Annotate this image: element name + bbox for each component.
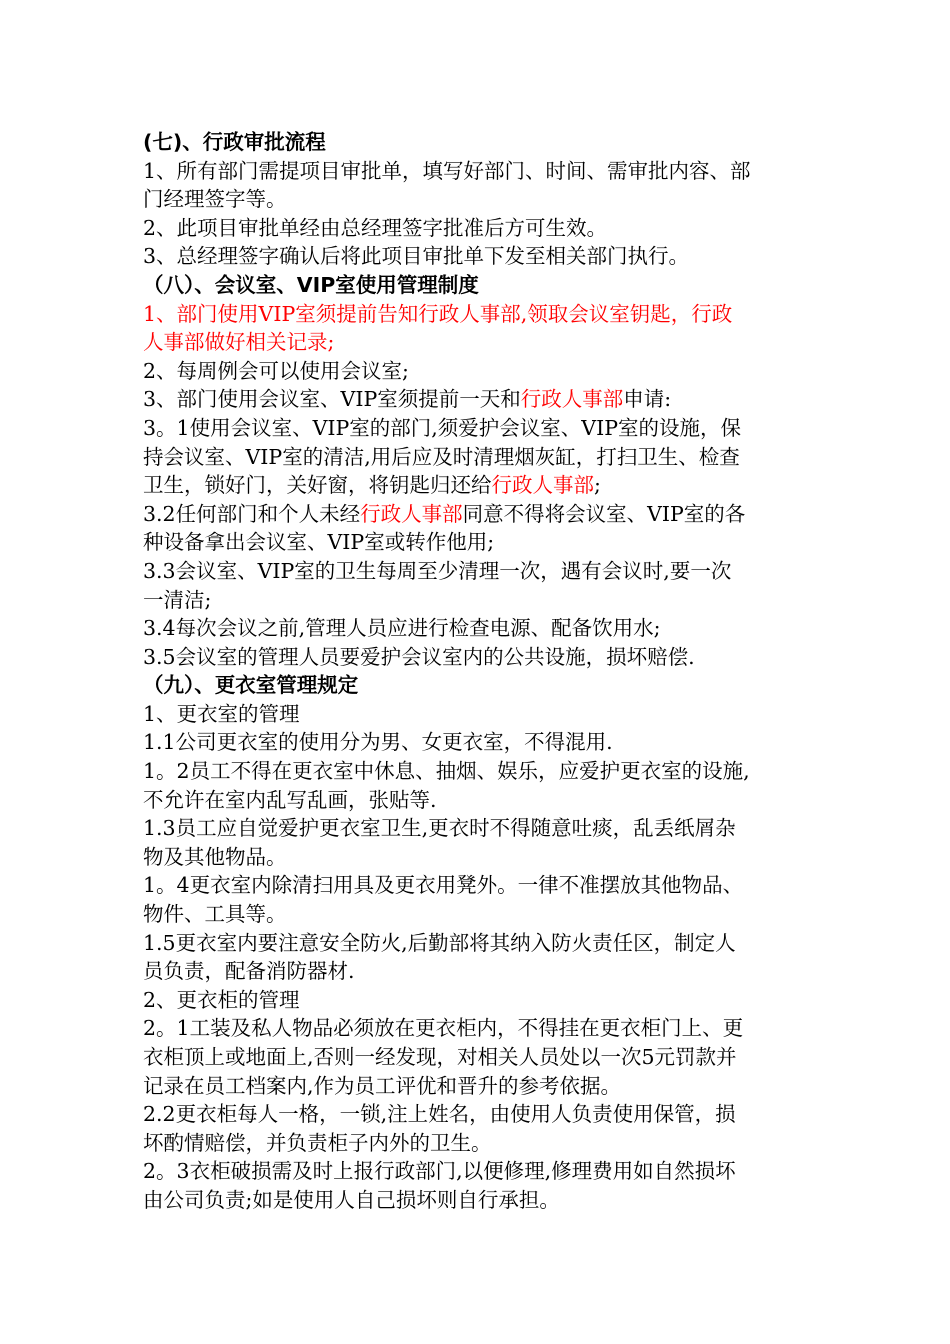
section-9-item-1-3-line-2: 物及其他物品。 xyxy=(143,844,287,869)
section-8-item-3-text-a: 3、部门使用会议室、VIP室须提前一天和 xyxy=(143,387,521,412)
section-8-item-3-2-highlight: 行政人事部 xyxy=(360,501,463,526)
section-9-item-1-4-line-1: 1。4更衣室内除清扫用具及更衣用凳外。一律不准摆放其他物品、 xyxy=(143,873,744,898)
section-8-item-3-2-text-a: 3.2任何部门和个人未经 xyxy=(143,501,361,526)
section-7-item-2: 2、此项目审批单经由总经理签字批准后方可生效。 xyxy=(143,215,608,240)
section-9-item-1-1: 1.1公司更衣室的使用分为男、女更衣室，不得混用. xyxy=(143,730,613,755)
section-9-item-2-2-line-1: 2.2更衣柜每人一格，一锁,注上姓名，由使用人负责使用保管，损 xyxy=(143,1102,736,1127)
section-7-item-1-line-1: 1、所有部门需提项目审批单，填写好部门、时间、需审批内容、部 xyxy=(143,158,751,183)
section-9-item-1-3-line-1: 1.3员工应自觉爱护更衣室卫生,更衣时不得随意吐痰，乱丢纸屑杂 xyxy=(143,816,736,841)
section-8-item-3-2-text-b: 同意不得将会议室、VIP室的各 xyxy=(462,501,746,526)
section-9-item-2-1-line-1: 2。1工装及私人物品必须放在更衣柜内，不得挂在更衣柜门上、更 xyxy=(143,1016,744,1041)
section-9-item-2-1-line-2: 衣柜顶上或地面上,否则一经发现，对相关人员处以一次5元罚款并 xyxy=(143,1045,737,1069)
section-8-item-3-1-text-a: 卫生，锁好门，关好窗，将钥匙归还给 xyxy=(143,473,492,498)
section-8-item-2: 2、每周例会可以使用会议室; xyxy=(143,358,409,383)
document-body xyxy=(143,128,811,1215)
section-8-item-3-1-line-1: 3。1使用会议室、VIP室的部门,须爱护会议室、VIP室的设施，保 xyxy=(143,415,741,440)
section-8-item-3-3-line-1: 3.3会议室、VIP室的卫生每周至少清理一次，遇有会议时,要一次 xyxy=(143,558,732,583)
section-8-item-3-1-line-3 xyxy=(143,471,811,500)
section-8-item-3-1-line-2: 持会议室、VIP室的清洁,用后应及时清理烟灰缸，打扫卫生、检查 xyxy=(143,444,740,469)
section-8-item-3-4: 3.4每次会议之前,管理人员应进行检查电源、配备饮用水; xyxy=(143,616,661,641)
section-9-item-2-3-line-1: 2。3衣柜破损需及时上报行政部门,以便修理,修理费用如自然损坏 xyxy=(143,1159,736,1184)
section-8-item-1-line-1: 1、部门使用VIP室须提前告知行政人事部,领取会议室钥匙，行政 xyxy=(143,301,733,326)
section-8-item-3-5: 3.5会议室的管理人员要爱护会议室内的公共设施，损坏赔偿. xyxy=(143,644,695,669)
section-8-item-3-1-text-b: ; xyxy=(594,473,601,498)
section-8-item-3-1-highlight: 行政人事部 xyxy=(491,473,594,498)
section-9-sub-1: 1、更衣室的管理 xyxy=(143,701,300,726)
section-9-item-2-2-line-2: 坏酌情赔偿，并负责柜子内外的卫生。 xyxy=(143,1130,492,1155)
section-9-item-1-5-line-1: 1.5更衣室内要注意安全防火,后勤部将其纳入防火责任区，制定人 xyxy=(143,930,736,955)
section-8-item-3-highlight: 行政人事部 xyxy=(520,387,624,412)
section-7-item-1-line-2: 门经理签字等。 xyxy=(143,187,287,212)
section-8-item-3-text-b: 申请: xyxy=(623,387,672,412)
section-8-item-3 xyxy=(143,385,811,414)
section-9-item-2-3-line-2: 由公司负责;如是使用人自己损坏则自行承担。 xyxy=(143,1187,560,1212)
section-9-item-1-2-line-2: 不允许在室内乱写乱画，张贴等. xyxy=(143,787,437,812)
section-9-item-1-4-line-2: 物件、工具等。 xyxy=(143,902,287,927)
section-7-title: (七)、行政审批流程 xyxy=(143,130,326,154)
section-8-item-1-line-2: 人事部做好相关记录; xyxy=(143,330,335,355)
section-9-item-2-1-line-3: 记录在员工档案内,作为员工评优和晋升的参考依据。 xyxy=(143,1073,622,1098)
section-8-item-3-2-line-1 xyxy=(143,500,811,529)
section-8-title: （八）、会议室、VIP室使用管理制度 xyxy=(143,272,479,297)
section-7-item-3: 3、总经理签字确认后将此项目审批单下发至相关部门执行。 xyxy=(143,244,690,269)
section-9-item-1-5-line-2: 员负责，配备消防器材. xyxy=(143,959,355,984)
section-9-sub-2: 2、更衣柜的管理 xyxy=(143,987,300,1012)
section-9-title: （九）、更衣室管理规定 xyxy=(143,673,359,698)
section-8-item-3-2-line-2: 种设备拿出会议室、VIP室或转作他用; xyxy=(143,530,495,555)
section-9-item-1-2-line-1: 1。2员工不得在更衣室中休息、抽烟、娱乐，应爱护更衣室的设施, xyxy=(143,759,750,784)
section-8-item-3-3-line-2: 一清洁; xyxy=(143,587,212,612)
